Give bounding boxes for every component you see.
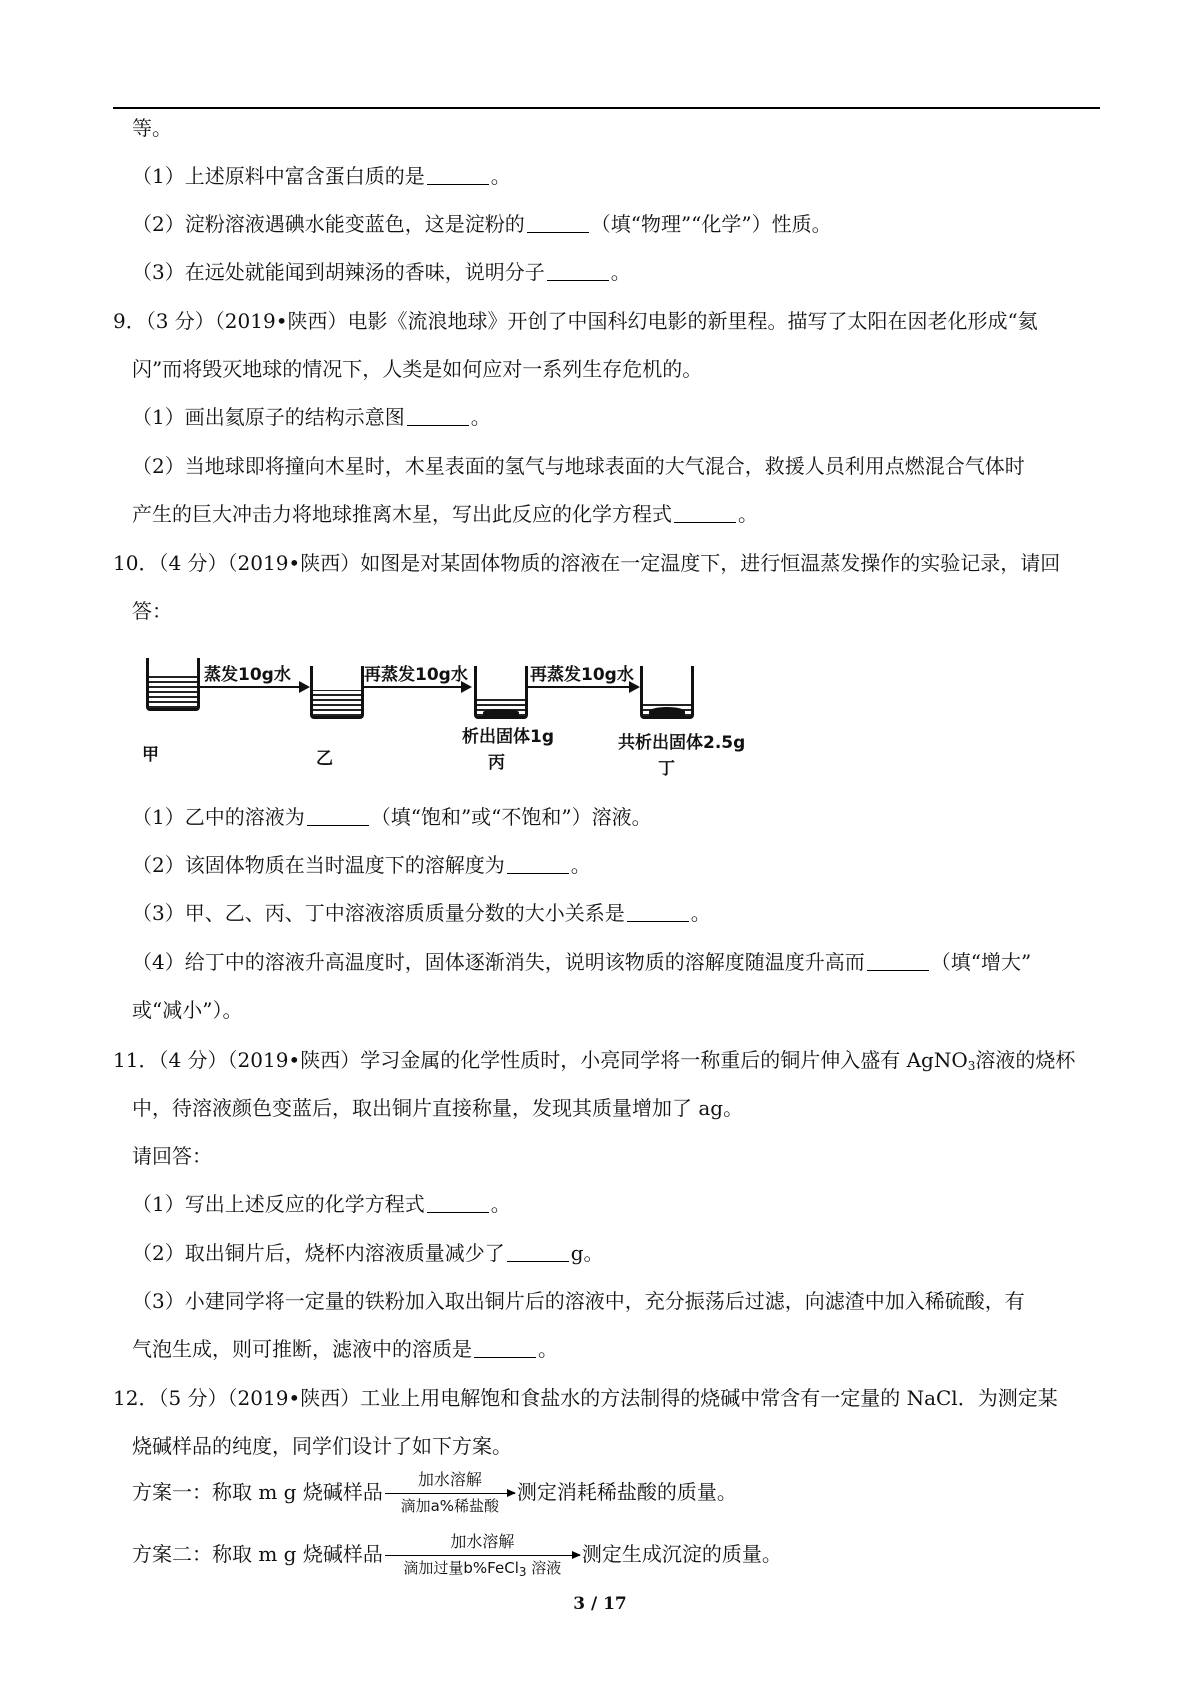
q9-stem-line2: 闪”而将毁灭地球的情况下，人类是如何应对一系列生存危机的。	[132, 357, 703, 381]
arrow-1-label: 蒸发10g水	[204, 665, 291, 685]
q12-plan1: 方案一：称取 m g 烧碱样品 加水溶解 滴加a%稀盐酸 测定消耗稀盐酸的质量。	[132, 1469, 737, 1515]
evaporation-figure	[140, 648, 770, 778]
label-ding: 丁	[658, 759, 675, 779]
answer-blank[interactable]	[427, 166, 489, 185]
q9-sub2-line2: 产生的巨大冲击力将地球推离木星，写出此反应的化学方程式 。	[132, 502, 758, 526]
q8-sub2: （2）淀粉溶液遇碘水能变蓝色，这是淀粉的 （填“物理”“化学”）性质。	[132, 212, 832, 236]
q10-sub4: （4）给丁中的溶液升高温度时，固体逐渐消失，说明该物质的溶解度随温度升高而 （填“增大”	[132, 950, 1032, 974]
note-ding: 共析出固体2.5g	[618, 733, 746, 753]
q8-tail: 等。	[132, 116, 172, 140]
answer-blank[interactable]	[307, 807, 369, 826]
answer-blank[interactable]	[527, 214, 589, 233]
q9-stem-line1: 9．（3 分）（2019•陕西）电影《流浪地球》开创了中国科幻电影的新里程。描写了太阳在因老化形成“氦	[113, 309, 1038, 333]
q10-stem-line2: 答：	[132, 599, 172, 623]
plan1-arrow: 加水溶解 滴加a%稀盐酸	[385, 1472, 515, 1516]
q11-stem-line1: 11．（4 分）（2019•陕西）学习金属的化学性质时，小亮同学将一称重后的铜片伸入盛有 AgNO$_3$溶液的烧杯	[113, 1048, 1076, 1073]
answer-blank[interactable]	[507, 855, 569, 874]
answer-blank[interactable]	[867, 952, 929, 971]
q11-sub1: （1）写出上述反应的化学方程式 。	[132, 1192, 511, 1216]
beaker-ding	[640, 666, 694, 719]
answer-blank[interactable]	[407, 407, 469, 426]
answer-blank[interactable]	[507, 1243, 569, 1262]
q12-stem-line1: 12．（5 分）（2019•陕西）工业上用电解饱和食盐水的方法制得的烧碱中常含有一定量的 NaCl．为测定某	[113, 1386, 1058, 1410]
label-bing: 丙	[488, 753, 505, 773]
label-yi: 乙	[316, 749, 333, 769]
q8-sub3: （3）在远处就能闻到胡辣汤的香味，说明分子 。	[132, 260, 631, 284]
arrow-1	[200, 686, 308, 688]
beaker-bing	[474, 666, 528, 719]
answer-blank[interactable]	[627, 903, 689, 922]
answer-blank[interactable]	[474, 1339, 536, 1358]
q11-stem-line2: 中，待溶液颜色变蓝后，取出铜片直接称量，发现其质量增加了 ag。	[132, 1096, 744, 1120]
q10-stem-line1: 10．（4 分）（2019•陕西）如图是对某固体物质的溶液在一定温度下，进行恒温蒸发操作的实验记录，请回	[113, 551, 1061, 575]
answer-blank[interactable]	[427, 1194, 489, 1213]
beaker-jia	[146, 658, 200, 711]
q8-sub1: （1）上述原料中富含蛋白质的是 。	[132, 164, 511, 188]
q9-sub1: （1）画出氦原子的结构示意图 。	[132, 405, 491, 429]
q12-plan2: 方案二：称取 m g 烧碱样品 加水溶解 滴加过量b%FeCl$_3$ 溶液 测定生成沉淀的质量。	[132, 1531, 782, 1579]
q11-prompt: 请回答：	[132, 1144, 212, 1168]
header-rule	[113, 107, 1100, 109]
note-bing: 析出固体1g	[462, 727, 554, 747]
arrow-3	[526, 686, 638, 688]
q11-sub3-line1: （3）小建同学将一定量的铁粉加入取出铜片后的溶液中，充分振荡后过滤，向滤渣中加入稀硫酸，有	[132, 1289, 1025, 1313]
arrow-2-label: 再蒸发10g水	[364, 665, 468, 685]
q11-sub2: （2）取出铜片后，烧杯内溶液质量减少了 g。	[132, 1241, 604, 1265]
q10-sub2: （2）该固体物质在当时温度下的溶解度为 。	[132, 853, 591, 877]
q10-sub4-line2: 或“减小”）。	[132, 998, 243, 1022]
q12-stem-line2: 烧碱样品的纯度，同学们设计了如下方案。	[132, 1434, 512, 1458]
beaker-yi	[310, 666, 364, 719]
answer-blank[interactable]	[547, 262, 609, 281]
q11-sub3-line2: 气泡生成，则可推断，滤液中的溶质是 。	[132, 1337, 558, 1361]
label-jia: 甲	[142, 745, 159, 765]
arrow-3-label: 再蒸发10g水	[530, 665, 634, 685]
plan2-arrow: 加水溶解 滴加过量b%FeCl$_3$ 溶液	[385, 1534, 580, 1578]
answer-blank[interactable]	[674, 504, 736, 523]
q9-sub2-line1: （2）当地球即将撞向木星时，木星表面的氢气与地球表面的大气混合，救援人员利用点燃混合气体时	[132, 454, 1025, 478]
q10-sub1: （1）乙中的溶液为 （填“饱和”或“不饱和”）溶液。	[132, 805, 652, 829]
page-number: 3 / 17	[573, 1594, 627, 1614]
q10-sub3: （3）甲、乙、丙、丁中溶液溶质质量分数的大小关系是 。	[132, 901, 711, 925]
arrow-2	[362, 686, 470, 688]
